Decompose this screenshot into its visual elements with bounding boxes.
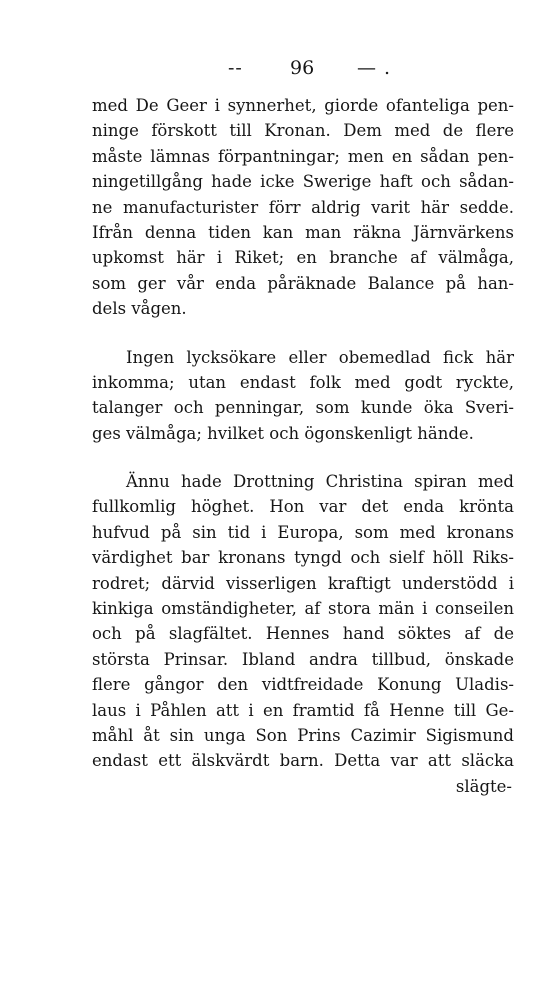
text-line: måhl åt sin unga Son Prins Cazimir Sigismund (92, 725, 514, 745)
text-line: som ger vår enda påräknade Balance på han- (92, 273, 514, 293)
header-dash-right: — . (357, 57, 392, 79)
text-line: Ännu hade Drottning Christina spiran med (126, 472, 514, 492)
text-line: flere gångor den vidtfreidade Konung Uladis- (92, 675, 514, 695)
text-line: dels vågen. (92, 299, 187, 319)
header-dash-left: -- (228, 57, 243, 79)
text-line: laus i Påhlen att i en framtid få Henne till Ge- (92, 700, 514, 720)
text-line: ges välmåga; hvilket och ögonskenligt hände. (92, 423, 474, 443)
text-line: Ifrån denna tiden kan man räkna Järnvärkens (92, 222, 514, 242)
text-line: med De Geer i synnerhet, giorde ofanteliga pen- (92, 96, 514, 115)
text-line: talanger och penningar, som kunde öka Sveri- (92, 398, 514, 418)
text-line: och på slagfältet. Hennes hand söktes af de (92, 624, 514, 644)
paragraph (92, 469, 514, 774)
text-line: endast ett älskvärdt barn. Detta var att släcka (92, 751, 514, 771)
paragraph (92, 345, 514, 447)
text-line: kinkiga omständigheter, af stora män i conseilen (92, 599, 514, 619)
running-header (0, 57, 560, 87)
text-line: inkomma; utan endast folk med godt ryckte, (92, 372, 514, 392)
page-number: 96 (290, 57, 315, 79)
text-line: ningetillgång hade icke Swerige haft och sådan- (92, 172, 514, 192)
text-line: ninge förskott till Kronan. Dem med de flere (92, 121, 514, 141)
text-line: fullkomlig höghet. Hon var det enda krönta (92, 497, 514, 517)
paragraph (92, 93, 514, 322)
text-line: Ingen lycksökare eller obemedlad fick här (126, 347, 514, 367)
text-line: upkomst här i Riket; en branche af välmåga, (92, 248, 514, 268)
text-line: största Prinsar. Ibland andra tillbud, önskade (92, 649, 514, 669)
catchword: slägte- (455, 776, 512, 796)
text-line: hufvud på sin tid i Europa, som med kronans (92, 522, 514, 542)
text-line: måste lämnas förpantningar; men en sådan pen- (92, 146, 514, 166)
text-line: ne manufacturister förr aldrig varit här sedde. (92, 197, 514, 217)
text-line: värdighet bar kronans tyngd och sielf höll Riks- (92, 548, 514, 568)
page-body (92, 93, 514, 799)
text-line: rodret; därvid visserligen kraftigt understödd i (92, 573, 514, 593)
